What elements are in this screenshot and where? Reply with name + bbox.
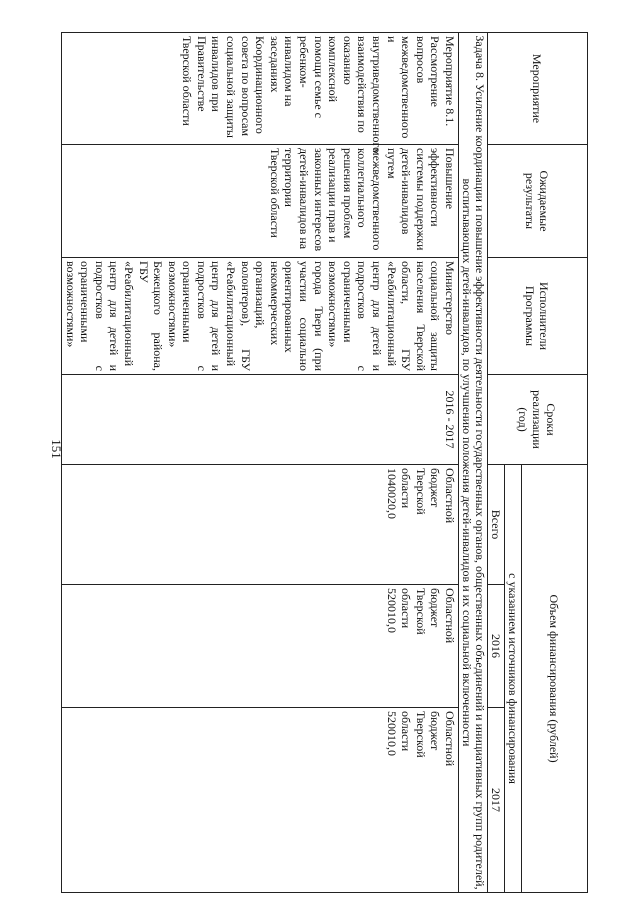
funding-source-line: Тверской xyxy=(413,468,428,515)
program-activities-table xyxy=(61,32,588,893)
header-terms: Сроки реализации (год) xyxy=(488,375,588,465)
funding-source-line: области xyxy=(399,588,414,629)
funding-amount: 1040020,0 xyxy=(384,468,399,519)
funding-amount: 520010,0 xyxy=(384,711,399,756)
header-executors: Исполнители Программы xyxy=(488,258,588,375)
header-funding: Объем финансирования (рублей) xyxy=(522,465,588,893)
funding-source-line: Тверской xyxy=(413,711,428,758)
executors-cell: Министерство социальной защиты населения Тверской области, ГБУ «Реабилитационный центр для детей и подростков с ограниченными возможностями» города Твери (при участии социально ориентированных некоммерческих организаций, волонтеров), ГБУ «Реабилитационный центр для детей и подростков с ограниченными возможностями» Бежецкого района, ГБУ «Реабилитационный центр для детей и подростков с ограниченными возможностями» xyxy=(61,258,458,375)
funding-source-line: бюджет xyxy=(428,711,443,751)
page-number: 151 xyxy=(48,439,64,459)
funding-source-line: бюджет xyxy=(428,468,443,508)
funding-total-cell xyxy=(61,465,458,585)
header-2016: 2016 xyxy=(488,585,505,708)
header-2017: 2017 xyxy=(488,708,505,893)
funding-source-line: Областной xyxy=(443,468,457,524)
funding-2016-cell xyxy=(61,585,458,708)
header-results: Ожидаемые результаты xyxy=(488,145,588,258)
funding-source-line: области xyxy=(399,468,414,509)
funding-amount: 520010,0 xyxy=(384,588,399,633)
header-activity: Мероприятие xyxy=(488,33,588,145)
funding-source-line: бюджет xyxy=(428,588,443,628)
task-8-title: Задача 8. Усиление координации и повышение эффективности деятельности государственных органов, общественных объединений и инициативных групп родителей, воспитывающих детей-инвалидов, по улучшению положения детей-инвалидов и их социальной включенности xyxy=(459,33,488,893)
funding-source-line: области xyxy=(399,711,414,752)
header-total: Всего xyxy=(488,465,505,585)
header-funding-sources: с указанием источников финансирования xyxy=(505,465,522,893)
rotated-table-container xyxy=(63,32,588,892)
terms-cell: 2016 - 2017 xyxy=(61,375,458,465)
funding-2017-cell xyxy=(61,708,458,893)
funding-source-line: Областной xyxy=(443,711,457,767)
result-cell: Повышение эффективности системы поддержки детей-инвалидов путем межведомственного коллегиального решения проблем реализации прав и законных интересов детей-инвалидов на территории Тверской области xyxy=(61,145,458,258)
funding-source-line: Областной xyxy=(443,588,457,644)
funding-source-line: Тверской xyxy=(413,588,428,635)
activity-cell: Мероприятие 8.1. Рассмотрение вопросов межведомственного и внутриведомственного взаимодействия по оказанию комплексной помощи семье с ребенком-инвалидом на заседаниях Координационного совета по вопросам социальной защиты инвалидов при Правительстве Тверской области xyxy=(61,33,458,145)
